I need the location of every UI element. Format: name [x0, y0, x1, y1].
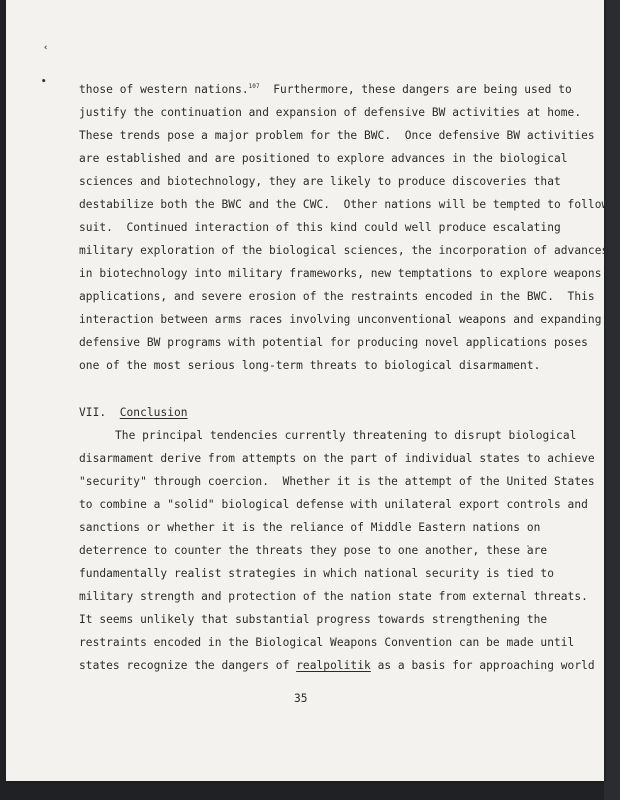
text-line: to combine a "solid" biological defense with unilateral export controls and	[79, 498, 588, 511]
text-line: military exploration of the biological sciences, the incorporation of advances	[79, 244, 609, 257]
text-line: destabilize both the BWC and the CWC. Other nations will be tempted to follow	[79, 198, 609, 211]
text-line: states recognize the dangers of realpolitik as a basis for approaching world	[79, 659, 595, 672]
text-line: applications, and severe erosion of the restraints encoded in the BWC. This	[79, 290, 595, 303]
margin-mark: ‹	[43, 43, 49, 53]
text-line: one of the most serious long-term threats to biological disarmament.	[79, 359, 541, 372]
text-line: restraints encoded in the Biological Weapons Convention can be made until	[79, 636, 575, 649]
section-number: VII.	[79, 406, 107, 419]
text-line: These trends pose a major problem for the BWC. Once defensive BW activities	[79, 129, 595, 142]
binder-edge	[604, 0, 620, 800]
text-line: interaction between arms races involving unconventional weapons and expanding	[79, 313, 602, 326]
text-line: justify the continuation and expansion of defensive BW activities at home.	[79, 106, 582, 119]
text-line: defensive BW programs with potential for producing novel applications poses	[79, 336, 588, 349]
text-line: those of western nations.$^{107}$ Furthermore, these dangers are being used to	[79, 83, 572, 96]
section-title: Conclusion	[119, 406, 188, 419]
text-line: sciences and biotechnology, they are likely to produce discoveries that	[79, 175, 561, 188]
section-heading	[79, 406, 188, 420]
emphasized-term: realpolitik	[296, 659, 371, 672]
page-number: 35	[294, 692, 308, 705]
text-line: are established and are positioned to explore advances in the biological	[79, 152, 568, 165]
text-line: suit. Continued interaction of this kind could well produce escalating	[79, 221, 561, 234]
text-line: It seems unlikely that substantial progress towards strengthening the	[79, 613, 548, 626]
text-line: disarmament derive from attempts on the part of individual states to achieve	[79, 452, 595, 465]
text-line: sanctions or whether it is the reliance of Middle Eastern nations on	[79, 521, 541, 534]
margin-mark: •	[41, 77, 47, 87]
text-line: military strength and protection of the nation state from external threats.	[79, 590, 588, 603]
text-line: deterrence to counter the threats they pose to one another, these are	[79, 544, 548, 557]
text-line: in biotechnology into military frameworks, new temptations to explore weapons	[79, 267, 602, 280]
text-line: "security" through coercion. Whether it is the attempt of the United States	[79, 475, 595, 488]
text-line: fundamentally realist strategies in which national security is tied to	[79, 567, 554, 580]
text-line: The principal tendencies currently threatening to disrupt biological	[115, 429, 577, 442]
footnote-reference: 107	[248, 83, 260, 90]
